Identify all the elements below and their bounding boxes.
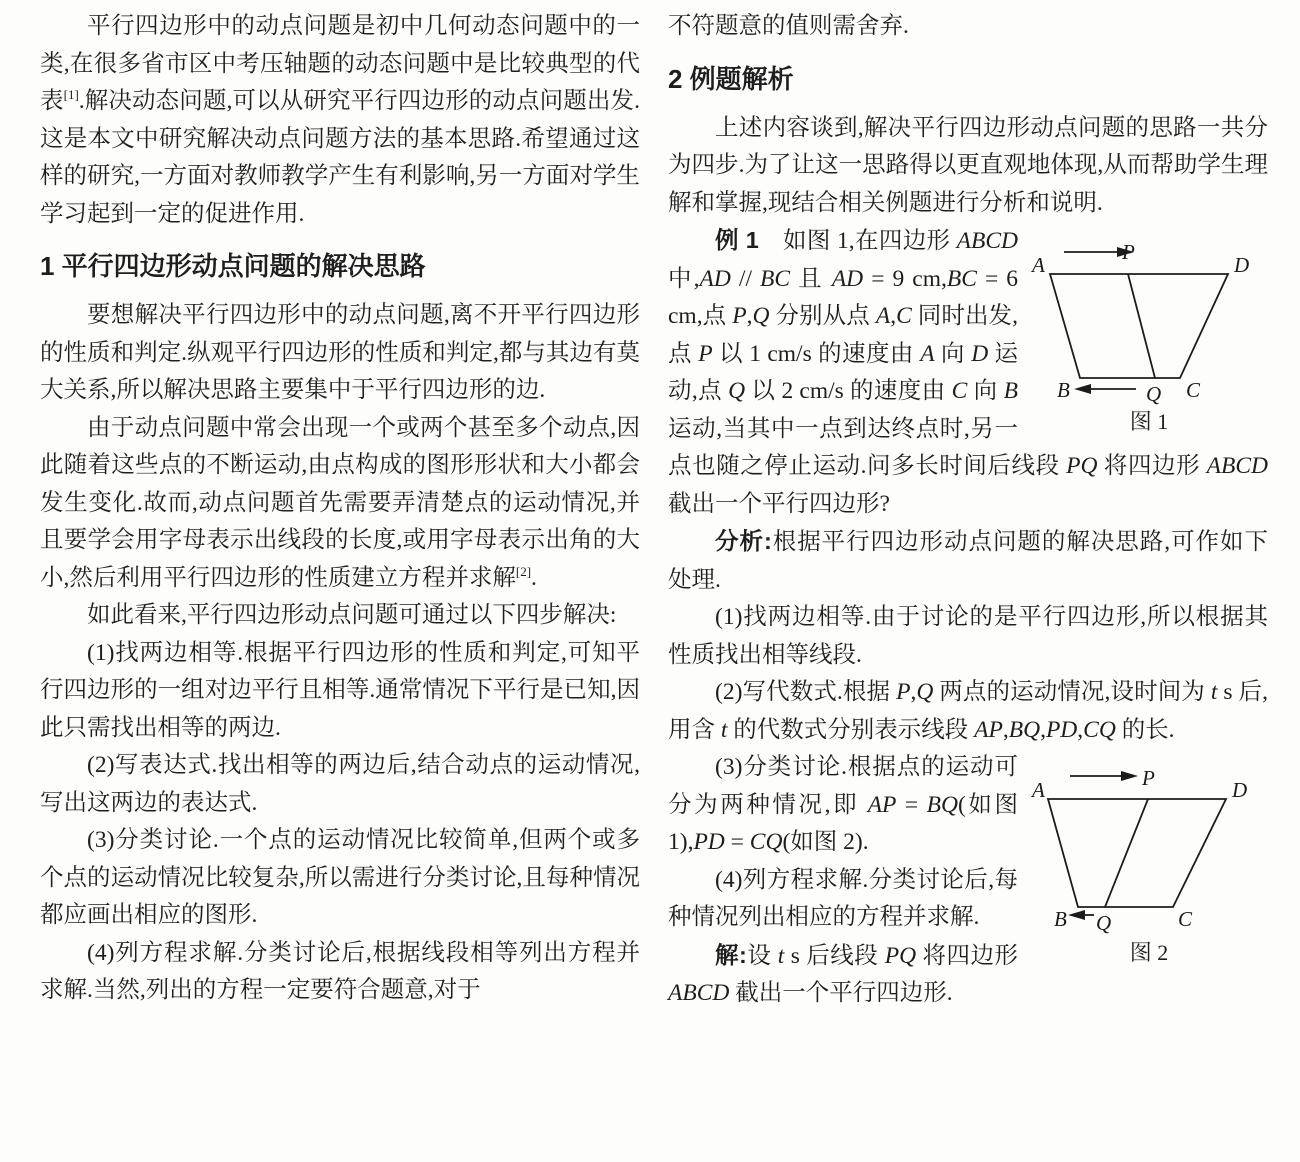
point-label-p: P bbox=[1122, 240, 1135, 264]
paragraph-step-4: (4)列方程求解.分类讨论后,根据线段相等列出方程并求解.当然,列出的方程一定要符合题意,对于 bbox=[40, 939, 640, 1003]
paragraph-section2-intro: 上述内容谈到,解决平行四边形动点问题的思路一共分为四步.为了让这一思路得以更直观地体现,从而帮助学生理解和掌握,现结合相关例题进行分析和说明. bbox=[668, 114, 1268, 216]
left-column bbox=[40, 8, 640, 1162]
paragraph-properties: 要想解决平行四边形中的动点问题,离不开平行四边形的性质和判定.纵观平行四边形的性质和判定,都与其边有莫大关系,所以解决思路主要集中于平行四边形的边. bbox=[40, 302, 640, 403]
segment-pq-fig1 bbox=[1128, 274, 1155, 378]
vertex-label-b: B bbox=[1054, 907, 1067, 931]
paragraph-moving-points: 由于动点问题中常会出现一个或两个甚至多个动点,因此随着这些点的不断运动,由点构成的图形形状和大小都会发生变化.故而,动点问题首先需要弄清楚点的运动情况,并且要学会用字母表示出线段的长度,或用字母表示出角的大小,然后利用平行四边形的性质建立方程并求解[2]. bbox=[40, 414, 640, 591]
figure-2-caption: 图 2 bbox=[1129, 940, 1169, 965]
point-label-q: Q bbox=[1146, 382, 1162, 406]
vertex-label-c: C bbox=[1178, 907, 1193, 931]
paragraph-continuation: 不符题意的值则需舍弃. bbox=[668, 13, 909, 39]
paragraph-step-1: (1)找两边相等.根据平行四边形的性质和判定,可知平行四边形的一组对边平行且相等.通常情况下平行是已知,因此只需找出相等的两边. bbox=[40, 639, 640, 741]
right-column bbox=[668, 8, 1268, 1162]
paragraph-analysis: 分析:根据平行四边形动点问题的解决思路,可作如下处理. bbox=[668, 528, 1268, 593]
vertex-label-a: A bbox=[1032, 778, 1045, 802]
figure-1-drawing bbox=[1030, 228, 1268, 406]
figure-2 bbox=[1030, 755, 1268, 966]
section-heading-1: 1 平行四边形动点问题的解决思路 bbox=[40, 251, 426, 281]
motion-arrow-left-icon bbox=[1068, 910, 1094, 920]
point-label-p: P bbox=[1142, 766, 1155, 790]
paragraph-analysis-step-4: (4)列方程求解.分类讨论后,每种情况列出相应的方程并求解. bbox=[668, 866, 1018, 930]
paragraph-analysis-step-1: (1)找两边相等.由于讨论的是平行四边形,所以根据其性质找出相等线段. bbox=[668, 604, 1268, 668]
paragraph-solution: 解:设 t s 后线段 PQ 将四边形 ABCD 截出一个平行四边形. bbox=[668, 941, 1019, 1006]
segment-pq-fig2 bbox=[1105, 799, 1148, 907]
vertex-label-c: C bbox=[1186, 378, 1201, 402]
paragraph-intro: 平行四边形中的动点问题是初中几何动态问题中的一类,在很多省市区中考压轴题的动态问题中是比较典型的代表[1].解决动态问题,可以从研究平行四边形的动点问题出发.这是本文中研究解决动点问题方法的基本思路.希望通过这样的研究,一方面对教师教学产生有利影响,另一方面对学生学习起到一定的促进作用. bbox=[40, 13, 641, 227]
paragraph-analysis-step-2: (2)写代数式.根据 P,Q 两点的运动情况,设时间为 t s 后,用含 t 的代数式分别表示线段 AP,BQ,PD,CQ 的长. bbox=[668, 679, 1269, 743]
point-label-q: Q bbox=[1096, 911, 1112, 935]
trapezoid-abcd-fig1 bbox=[1050, 274, 1228, 378]
vertex-label-b: B bbox=[1057, 378, 1070, 402]
motion-arrow-right-icon bbox=[1070, 771, 1138, 781]
paragraph-example-1: 例 1 如图 1,在四边形 ABCD 中,AD // BC 且 AD = 9 cm,BC = 6 cm,点 P,Q 分别从点 A,C 同时出发,点 P 以 1 cm/s 的速度由 A 向 D 运动,点 Q 以 2 cm/s 的速度由 C 向 B 运动,当其中一点到达终点时,另一点也随之停止运动.问多长时间后线段 PQ 将四边形 ABCD 截出一个平行四边形? bbox=[668, 227, 1268, 517]
trapezoid-abcd-fig2 bbox=[1048, 799, 1226, 907]
paragraph-step-3: (3)分类讨论.一个点的运动情况比较简单,但两个或多个点的运动情况比较复杂,所以需进行分类讨论,且每种情况都应画出相应的图形. bbox=[40, 827, 640, 928]
figure-2-drawing bbox=[1030, 755, 1268, 937]
paragraph-step-2: (2)写表达式.找出相等的两边后,结合动点的运动情况,写出这两边的表达式. bbox=[40, 752, 640, 816]
motion-arrow-left-icon bbox=[1074, 384, 1136, 394]
paragraph-four-steps-lead: 如此看来,平行四边形动点问题可通过以下四步解决: bbox=[87, 602, 617, 628]
figure-1 bbox=[1030, 228, 1268, 435]
figure-1-caption: 图 1 bbox=[1129, 409, 1169, 434]
paragraph-analysis-step-3: (3)分类讨论.根据点的运动可分为两种情况,即 AP = BQ(如图 1),PD = CQ(如图 2). bbox=[668, 754, 1019, 855]
section-heading-2: 2 例题解析 bbox=[668, 63, 794, 94]
vertex-label-d: D bbox=[1234, 253, 1250, 277]
vertex-label-d: D bbox=[1232, 778, 1248, 802]
vertex-label-a: A bbox=[1032, 253, 1045, 277]
